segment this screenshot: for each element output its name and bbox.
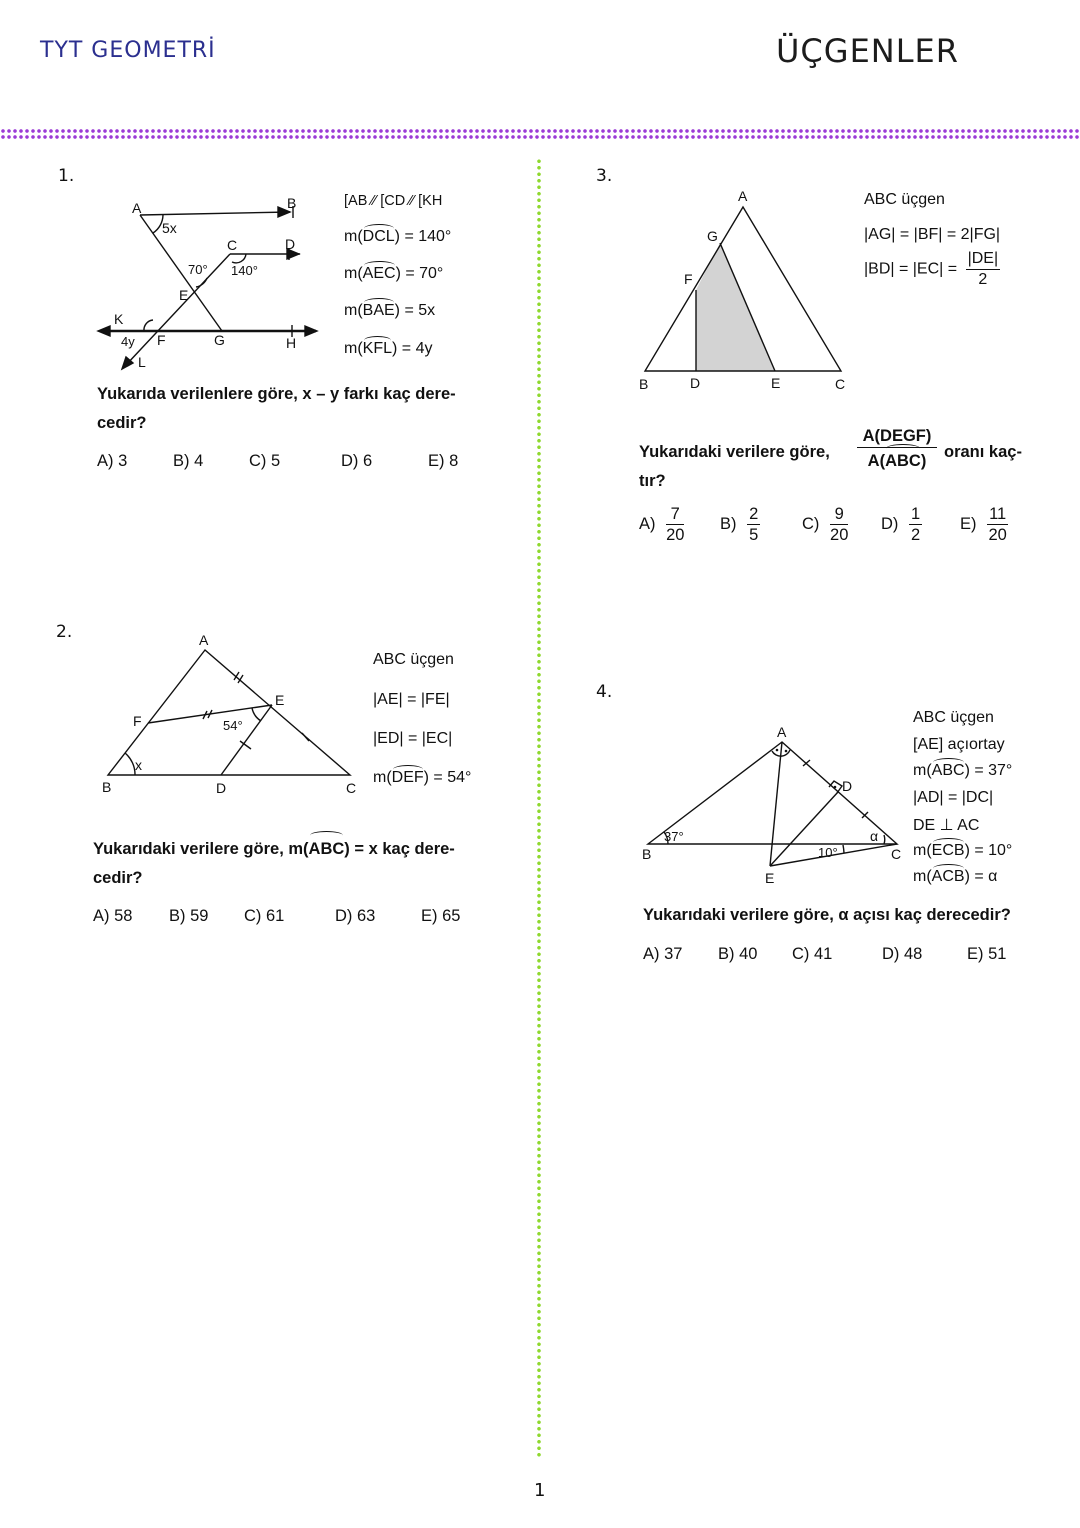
q3-choice-b[interactable]: B) $\frac{2}{5}$ (720, 505, 759, 544)
q4-number: 4. (596, 682, 613, 702)
q4-angle-alpha: α (870, 828, 879, 844)
q3-info-1: ABC üçgen (864, 191, 945, 208)
q1-angle-70: 70° (188, 262, 208, 277)
q3-figure (632, 182, 857, 392)
q2-choice-a[interactable]: A) 58 (93, 907, 133, 925)
q1-label-c: C (227, 237, 238, 253)
q1-angle-140: 140° (231, 263, 258, 278)
q4-angle-10: 10° (818, 845, 838, 860)
q1-choice-b[interactable]: B) 4 (173, 452, 204, 470)
q4-label-a: A (777, 724, 787, 740)
q1-label-d: D (285, 236, 296, 252)
q4-info-3: m(ABC) = 37° (913, 762, 1013, 779)
q2-number: 2. (56, 622, 73, 642)
q1-info-2: m(AEC) = 70° (344, 265, 444, 282)
q1-choice-c[interactable]: C) 5 (249, 452, 281, 470)
q3-info-2: |AG| = |BF| = 2|FG| (864, 226, 1001, 243)
q4-choice-b[interactable]: B) 40 (718, 945, 758, 963)
q3-info-3: |BD| = |EC| = $\frac{|DE|}{2}$ (864, 250, 999, 288)
q4-angle-37: 37° (664, 829, 684, 844)
q1-ray-ab (140, 212, 290, 215)
q3-choice-e[interactable]: E) $\frac{11}{20}$ (960, 505, 1007, 544)
q2-info-4: m(DEF) = 54° (373, 769, 472, 786)
q3-label-a: A (738, 188, 748, 204)
q4-choice-a[interactable]: A) 37 (643, 945, 683, 963)
q4-segment-ae (770, 742, 782, 866)
q2-label-c: C (346, 780, 357, 796)
q1-label-h: H (286, 335, 297, 351)
q4-info-7: m(ACB) = α (913, 868, 998, 885)
q1-segment-ag (140, 215, 222, 331)
q1-label-l: L (138, 354, 146, 370)
q3-label-g: G (707, 228, 718, 244)
q4-info-1: ABC üçgen (913, 709, 994, 726)
q2-choice-e[interactable]: E) 65 (421, 907, 461, 925)
q2-info-3: |ED| = |EC| (373, 730, 453, 747)
q2-segment-ed (221, 705, 272, 775)
q1-question: Yukarıda verilenlere göre, x – y farkı kaç dere- cedir? (97, 385, 456, 432)
q1-number: 1. (58, 166, 75, 186)
q1-info-1: m(DCL) = 140° (344, 228, 452, 245)
q3-question: Yukarıdaki verilere göre, $\frac{\text{A(DEGF)}}{\text{A(ABC)}}$ oranı kaç- tır? (639, 427, 1022, 490)
q2-angle-54: 54° (223, 718, 243, 733)
q1-choice-e[interactable]: E) 8 (428, 452, 459, 470)
q2-choices (0, 907, 530, 931)
q4-label-b: B (642, 846, 652, 862)
q3-label-c: C (835, 376, 846, 392)
q4-info-2: [AE] açıortay (913, 736, 1005, 753)
q4-choice-e[interactable]: E) 51 (967, 945, 1007, 963)
q2-tick-ec (302, 733, 309, 741)
subject-title: TYT GEOMETRİ (40, 38, 216, 63)
q3-choice-c[interactable]: C) $\frac{9}{20}$ (802, 505, 849, 544)
q2-figure (95, 628, 375, 800)
q3-choices (0, 504, 1080, 550)
q4-choices (0, 945, 1080, 969)
q2-label-b: B (102, 779, 112, 795)
q4-choice-c[interactable]: C) 41 (792, 945, 833, 963)
q2-info-2: |AE| = |FE| (373, 691, 450, 708)
q1-choice-d[interactable]: D) 6 (341, 452, 373, 470)
q4-figure (638, 718, 910, 890)
q1-label-f: F (157, 332, 166, 348)
q1-arrow-h (305, 326, 317, 336)
q3-label-f: F (684, 271, 693, 287)
q1-info-4: m(KFL) = 4y (344, 340, 433, 357)
q4-bisector-dot-2 (785, 750, 788, 753)
q3-number: 3. (596, 166, 613, 186)
q1-label-k: K (114, 311, 124, 327)
q1-arrow-k (98, 326, 110, 336)
q1-angle-5x: 5x (162, 220, 177, 236)
q2-label-a: A (199, 632, 209, 648)
column-dotted-divider (535, 158, 543, 1458)
q3-shaded-region (696, 243, 775, 371)
q4-info-5: DE ⊥ AC (913, 817, 980, 834)
q2-arc-x (125, 753, 135, 775)
q1-info-3: m(BAE) = 5x (344, 302, 436, 319)
page-number: 1 (534, 1480, 546, 1501)
q4-bisector-dot-1 (776, 749, 779, 752)
q2-choice-d[interactable]: D) 63 (335, 907, 376, 925)
q1-label-e: E (179, 287, 189, 303)
q4-info-6: m(ECB) = 10° (913, 842, 1013, 859)
q3-label-b: B (639, 376, 649, 392)
q4-label-e: E (765, 870, 775, 886)
q1-info-parallel: [AB ⁄⁄ [CD ⁄⁄ [KH (344, 193, 443, 209)
header-dotted-divider (0, 128, 1080, 140)
q1-arc-140 (232, 254, 246, 263)
q1-angle-4y: 4y (121, 334, 135, 349)
q4-info-4: |AD| = |DC| (913, 789, 994, 806)
q2-choice-b[interactable]: B) 59 (169, 907, 209, 925)
q1-arc-4y (144, 320, 153, 331)
q4-label-d: D (842, 778, 853, 794)
q4-label-c: C (891, 846, 902, 862)
q2-info-1: ABC üçgen (373, 651, 454, 668)
q2-label-f: F (133, 713, 142, 729)
q1-line-cl (126, 254, 230, 365)
q2-angle-x: x (135, 757, 142, 773)
topic-title: ÜÇGENLER (776, 32, 959, 70)
q4-arc-alpha (884, 835, 885, 844)
q4-arc-10 (843, 845, 844, 853)
q1-figure (90, 188, 340, 373)
q2-arc-54 (252, 708, 261, 721)
q2-label-d: D (216, 780, 227, 796)
q2-question: Yukarıdaki verilere göre, m(ABC) = x kaç dere- cedir? (93, 835, 455, 893)
q3-label-d: D (690, 375, 701, 391)
q2-label-e: E (275, 692, 285, 708)
q4-triangle-abc (648, 742, 897, 844)
q3-label-e: E (771, 375, 781, 391)
q1-label-g: G (214, 332, 225, 348)
q1-choices (0, 452, 530, 476)
q2-choice-c[interactable]: C) 61 (244, 907, 285, 925)
q1-choice-a[interactable]: A) 3 (97, 452, 128, 470)
q4-right-angle-dot (834, 786, 837, 789)
q4-question: Yukarıdaki verilere göre, α açısı kaç derecedir? (643, 906, 1011, 924)
q4-choice-d[interactable]: D) 48 (882, 945, 923, 963)
q1-label-b: B (287, 195, 297, 211)
q3-choice-d[interactable]: D) $\frac{1}{2}$ (881, 505, 921, 544)
q3-choice-a[interactable]: A) $\frac{7}{20}$ (639, 505, 685, 544)
q1-label-a: A (132, 200, 142, 216)
q2-triangle-abc (108, 650, 350, 775)
